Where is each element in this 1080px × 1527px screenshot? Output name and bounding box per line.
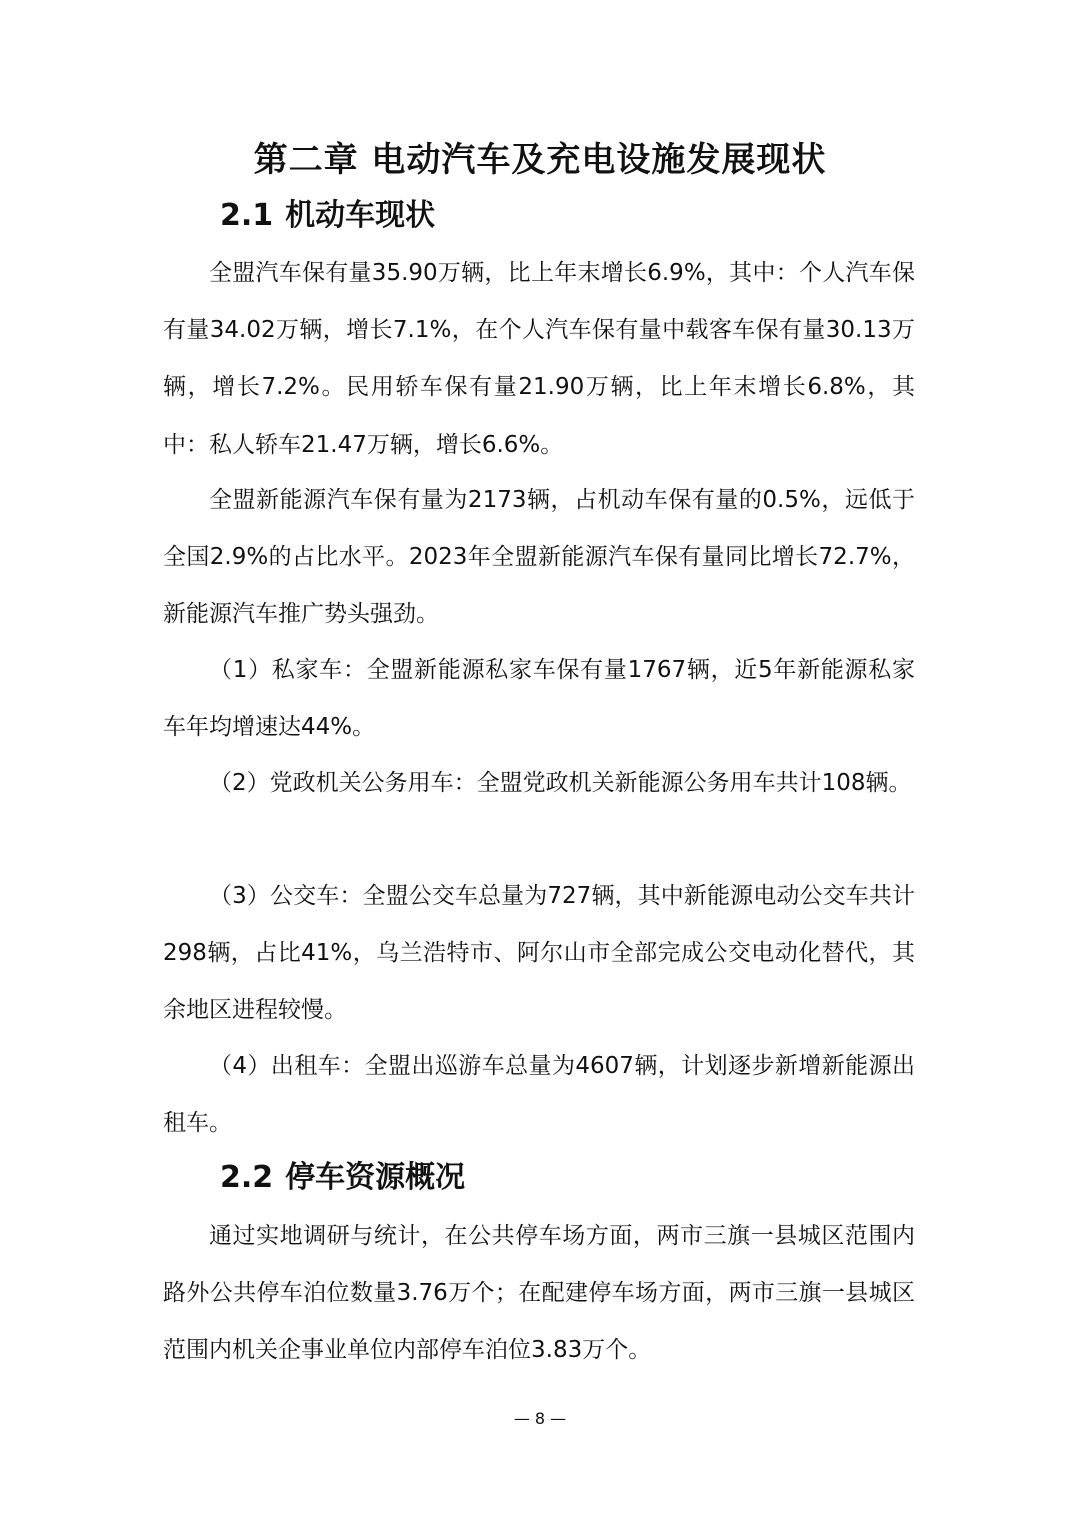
- paragraph-official-vehicles: （2）党政机关公务用车：全盟党政机关新能源公务用车共计108辆。: [209, 770, 912, 796]
- paragraph-parking-resources: 通过实地调研与统计，在公共停车场方面，两市三旗一县城区范围内路外公共停车泊位数量3.76万个；在配建停车场方面，两市三旗一县城区范围内机关企事业单位内部停车泊位3.83万个。: [163, 1223, 915, 1364]
- section-number: 2.2: [220, 1160, 274, 1195]
- section-heading-2-2: [220, 1158, 465, 1198]
- paragraph-buses: （3）公交车：全盟公交车总量为727辆，其中新能源电动公交车共计298辆，占比41%，乌兰浩特市、阿尔山市全部完成公交电动化替代，其余地区进程较慢。: [163, 883, 915, 1024]
- paragraph-private-cars: （1）私家车：全盟新能源私家车保有量1767辆，近5年新能源私家车年均增速达44%。: [163, 657, 915, 741]
- paragraph-taxis: （4）出租车：全盟出巡游车总量为4607辆，计划逐步新增新能源出租车。: [163, 1053, 915, 1137]
- paragraph-vehicle-ownership: 全盟汽车保有量35.90万辆，比上年末增长6.9%，其中：个人汽车保有量34.02万辆，增长7.1%，在个人汽车保有量中载客车保有量30.13万辆，增长7.2%。民用轿车保有量21.90万辆，比上年末增长6.8%，其中：私人轿车21.47万辆，增长6.6%。: [163, 260, 915, 458]
- section-heading-2-1: [220, 196, 435, 236]
- section-title-text: 机动车现状: [285, 198, 436, 233]
- section-title-text: 停车资源概况: [285, 1160, 466, 1195]
- paragraph-new-energy-vehicles: 全盟新能源汽车保有量为2173辆，占机动车保有量的0.5%，远低于全国2.9%的占比水平。2023年全盟新能源汽车保有量同比增长72.7%，新能源汽车推广势头强劲。: [163, 487, 915, 628]
- chapter-title: 第二章 电动汽车及充电设施发展现状: [253, 140, 827, 180]
- section-number: 2.1: [220, 198, 274, 233]
- page-number: — 8 —: [513, 1409, 567, 1428]
